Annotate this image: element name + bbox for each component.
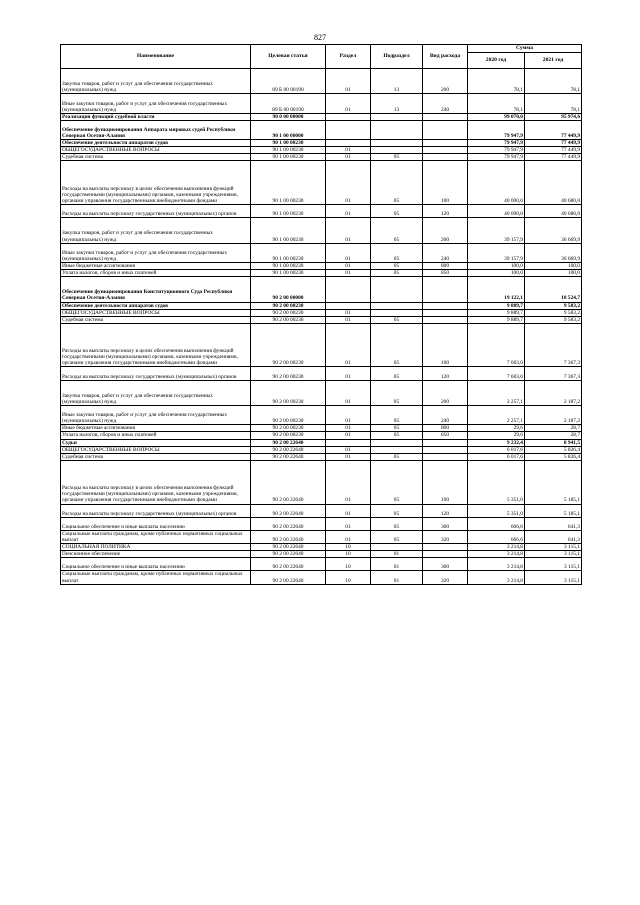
row-sum-2021: 18 524,7 [525, 277, 582, 302]
row-sum-2021: 9 583,2 [525, 302, 582, 309]
row-section: 01 [326, 270, 371, 277]
header-name: Наименование [61, 45, 251, 69]
row-sum-2020: 40 690,0 [468, 205, 525, 218]
row-name: ОБЩЕГОСУДАРСТВЕННЫЕ ВОПРОСЫ [61, 446, 251, 453]
row-expense-type [423, 316, 468, 323]
row-sum-2020: 7 603,0 [468, 323, 525, 367]
row-sum-2021: 100,0 [525, 270, 582, 277]
row-subsection [371, 277, 423, 302]
row-expense-type [423, 147, 468, 154]
row-target: 90 2 00 00230 [251, 323, 326, 367]
row-sum-2021: 40 680,0 [525, 161, 582, 205]
row-subsection: 05 [371, 460, 423, 504]
row-section [326, 120, 371, 139]
table-row [61, 262, 582, 269]
row-subsection: 13 [371, 94, 423, 113]
row-sum-2020: 5 351,0 [468, 460, 525, 504]
row-sum-2020: 9 889,7 [468, 302, 525, 309]
row-name: Социальные выплаты гражданам, кроме публичных нормативных социальных выплат [61, 530, 251, 543]
row-section [326, 277, 371, 302]
row-sum-2021: 77 449,9 [525, 154, 582, 161]
row-section: 01 [326, 94, 371, 113]
row-target: 90 1 00 00230 [251, 161, 326, 205]
table-row [61, 367, 582, 380]
row-section: 01 [326, 316, 371, 323]
row-section: 01 [326, 425, 371, 432]
row-name: Пенсионное обеспечение [61, 551, 251, 558]
row-target: 90 1 00 00230 [251, 205, 326, 218]
table-row [61, 432, 582, 439]
row-section: 01 [326, 323, 371, 367]
row-sum-2021: 100,0 [525, 262, 582, 269]
row-subsection: 05 [371, 161, 423, 205]
row-sum-2021: 9 583,2 [525, 316, 582, 323]
row-target: 90 2 00 22640 [251, 517, 326, 530]
row-expense-type: 800 [423, 262, 468, 269]
row-expense-type: 120 [423, 367, 468, 380]
table-row [61, 243, 582, 262]
row-sum-2021: 641,3 [525, 517, 582, 530]
row-sum-2021: 3 115,1 [525, 558, 582, 571]
row-name: Судебная система [61, 453, 251, 460]
table-row [61, 120, 582, 139]
row-target: 90 2 00 22640 [251, 544, 326, 551]
row-sum-2021: 2 187,2 [525, 380, 582, 405]
row-subsection [371, 113, 423, 120]
row-section: 01 [326, 432, 371, 439]
header-year-2021: 2021 год [525, 53, 582, 69]
row-target: 90 2 00 22640 [251, 551, 326, 558]
row-name: Расходы на выплаты персоналу в целях обеспечения выполнения функций государственными (муниципальными) органами, казенными учреждениями, органами управления государственными внебюджетными фондами [61, 323, 251, 367]
row-sum-2021: 95 974,6 [525, 113, 582, 120]
row-section: 01 [326, 530, 371, 543]
row-subsection: 05 [371, 270, 423, 277]
row-section: 01 [326, 309, 371, 316]
row-section: 10 [326, 544, 371, 551]
row-expense-type: 850 [423, 432, 468, 439]
row-name: Расходы на выплаты персоналу государственных (муниципальных) органов [61, 205, 251, 218]
row-subsection [371, 120, 423, 139]
table-row [61, 517, 582, 530]
row-sum-2020: 2 257,1 [468, 380, 525, 405]
row-subsection: 05 [371, 504, 423, 517]
row-section: 10 [326, 558, 371, 571]
row-name: Закупка товаров, работ и услуг для обеспечения государственных (муниципальных) нужд [61, 380, 251, 405]
row-sum-2020: 6 017,6 [468, 453, 525, 460]
header-expense-type: Вид расхода [423, 45, 468, 69]
table-row [61, 270, 582, 277]
row-name: Реализация функций судебной власти [61, 113, 251, 120]
row-sum-2020: 9 889,7 [468, 309, 525, 316]
row-sum-2020: 79 947,9 [468, 120, 525, 139]
row-target: 90 1 00 00000 [251, 120, 326, 139]
row-name: Судебная система [61, 154, 251, 161]
row-expense-type [423, 309, 468, 316]
row-name: Расходы на выплаты персоналу государственных (муниципальных) органов [61, 504, 251, 517]
table-row [61, 571, 582, 584]
table-row [61, 205, 582, 218]
row-expense-type [423, 120, 468, 139]
row-sum-2021: 7 367,3 [525, 323, 582, 367]
table-row [61, 147, 582, 154]
table-row [61, 218, 582, 243]
row-name: Иные закупки товаров, работ и услуг для обеспечения государственных (муниципальных) нужд [61, 94, 251, 113]
row-subsection: 05 [371, 380, 423, 405]
row-sum-2020: 99 070,0 [468, 113, 525, 120]
row-section [326, 302, 371, 309]
row-sum-2021: 3 115,1 [525, 551, 582, 558]
row-subsection: 05 [371, 367, 423, 380]
row-target: 90 2 00 00000 [251, 277, 326, 302]
row-expense-type: 100 [423, 161, 468, 205]
row-sum-2020: 9 889,7 [468, 316, 525, 323]
row-subsection: 05 [371, 218, 423, 243]
row-subsection: 05 [371, 432, 423, 439]
row-section: 10 [326, 551, 371, 558]
row-target: 90 2 00 00230 [251, 380, 326, 405]
table-row [61, 460, 582, 504]
row-sum-2020: 39 157,9 [468, 243, 525, 262]
row-subsection: 01 [371, 558, 423, 571]
row-expense-type [423, 453, 468, 460]
row-section: 01 [326, 205, 371, 218]
row-sum-2021: 78,1 [525, 69, 582, 94]
row-section: 01 [326, 453, 371, 460]
row-name: Обеспечение деятельности аппаратов судов [61, 140, 251, 147]
row-sum-2021: 3 115,1 [525, 544, 582, 551]
row-target: 90 1 00 00230 [251, 140, 326, 147]
row-sum-2020: 7 603,0 [468, 367, 525, 380]
row-subsection: 13 [371, 69, 423, 94]
row-section: 01 [326, 262, 371, 269]
header-subsection: Подраздел [371, 45, 423, 69]
row-name: Социальные выплаты гражданам, кроме публичных нормативных социальных выплат [61, 571, 251, 584]
header-sum: Сумма [468, 45, 582, 53]
row-sum-2021: 3 115,1 [525, 571, 582, 584]
row-name: Обеспечение функционирования Конституционного Суда Республики Северная Осетия-Алания [61, 277, 251, 302]
row-expense-type [423, 113, 468, 120]
row-name: Иные закупки товаров, работ и услуг для обеспечения государственных (муниципальных) нужд [61, 406, 251, 425]
row-expense-type [423, 277, 468, 302]
row-expense-type: 100 [423, 323, 468, 367]
table-row [61, 530, 582, 543]
table-row [61, 323, 582, 367]
row-target: 90 1 00 00230 [251, 270, 326, 277]
row-target: 90 2 00 00230 [251, 309, 326, 316]
row-expense-type: 200 [423, 380, 468, 405]
table-row [61, 558, 582, 571]
row-sum-2021: 36 669,9 [525, 218, 582, 243]
row-name: Закупка товаров, работ и услуг для обеспечения государственных (муниципальных) нужд [61, 69, 251, 94]
row-subsection: 05 [371, 262, 423, 269]
row-name: Расходы на выплаты персоналу государственных (муниципальных) органов [61, 367, 251, 380]
row-sum-2020: 79 947,9 [468, 147, 525, 154]
table-row [61, 309, 582, 316]
row-expense-type [423, 446, 468, 453]
row-sum-2020: 666,6 [468, 517, 525, 530]
row-target: 90 2 00 22640 [251, 558, 326, 571]
row-expense-type: 240 [423, 406, 468, 425]
row-section [326, 140, 371, 147]
row-subsection: 05 [371, 453, 423, 460]
header-year-2020: 2020 год [468, 53, 525, 69]
row-sum-2020: 29,6 [468, 425, 525, 432]
row-sum-2021: 5 185,1 [525, 460, 582, 504]
row-sum-2020: 5 351,0 [468, 504, 525, 517]
row-name: Судьи [61, 439, 251, 446]
row-section: 01 [326, 218, 371, 243]
row-subsection: 01 [371, 551, 423, 558]
row-sum-2021: 641,3 [525, 530, 582, 543]
table-row [61, 94, 582, 113]
table-row [61, 380, 582, 405]
row-sum-2020: 3 214,8 [468, 544, 525, 551]
row-sum-2020: 100,0 [468, 262, 525, 269]
row-subsection [371, 439, 423, 446]
row-subsection [371, 147, 423, 154]
row-section: 01 [326, 380, 371, 405]
row-name: Иные бюджетные ассигнования [61, 262, 251, 269]
header-section: Раздел [326, 45, 371, 69]
header-target: Целевая статья [251, 45, 326, 69]
row-expense-type: 120 [423, 205, 468, 218]
row-sum-2021: 8 941,5 [525, 439, 582, 446]
row-target: 90 2 00 00230 [251, 425, 326, 432]
row-subsection: 05 [371, 406, 423, 425]
row-sum-2021: 40 680,0 [525, 205, 582, 218]
row-section: 01 [326, 517, 371, 530]
row-target: 90 2 00 22640 [251, 530, 326, 543]
row-subsection [371, 446, 423, 453]
row-subsection [371, 140, 423, 147]
row-sum-2020: 6 017,6 [468, 446, 525, 453]
row-sum-2020: 666,6 [468, 530, 525, 543]
row-name: ОБЩЕГОСУДАРСТВЕННЫЕ ВОПРОСЫ [61, 147, 251, 154]
row-name: СОЦИАЛЬНАЯ ПОЛИТИКА [61, 544, 251, 551]
row-section [326, 439, 371, 446]
row-sum-2021: 77 449,9 [525, 147, 582, 154]
row-expense-type [423, 439, 468, 446]
row-expense-type: 100 [423, 460, 468, 504]
row-target: 89 Б 00 00190 [251, 69, 326, 94]
row-name: Обеспечение функционирования Аппарата мировых судей Республики Северная Осетия-Алания [61, 120, 251, 139]
row-expense-type: 200 [423, 218, 468, 243]
row-expense-type [423, 154, 468, 161]
table-row [61, 504, 582, 517]
row-subsection: 05 [371, 316, 423, 323]
table-row [61, 113, 582, 120]
row-sum-2021: 5 826,4 [525, 446, 582, 453]
row-sum-2021: 7 367,3 [525, 367, 582, 380]
row-sum-2020: 78,1 [468, 94, 525, 113]
row-sum-2021: 28,7 [525, 425, 582, 432]
row-target: 90 1 00 00230 [251, 243, 326, 262]
row-target: 90 1 00 00230 [251, 154, 326, 161]
row-sum-2020: 39 157,9 [468, 218, 525, 243]
row-sum-2020: 79 947,9 [468, 140, 525, 147]
row-target: 90 2 00 22640 [251, 460, 326, 504]
row-target: 90 1 00 00230 [251, 147, 326, 154]
row-name: Расходы на выплаты персоналу в целях обеспечения выполнения функций государственными (муниципальными) органами, казенными учреждениями, органами управления государственными внебюджетными фондами [61, 460, 251, 504]
row-sum-2020: 19 122,1 [468, 277, 525, 302]
row-section [326, 113, 371, 120]
row-subsection [371, 309, 423, 316]
row-expense-type [423, 140, 468, 147]
table-body [61, 69, 582, 585]
page-number: 827 [314, 33, 326, 42]
row-subsection [371, 302, 423, 309]
row-name: ОБЩЕГОСУДАРСТВЕННЫЕ ВОПРОСЫ [61, 309, 251, 316]
row-sum-2021: 2 187,2 [525, 406, 582, 425]
table-row [61, 69, 582, 94]
row-sum-2021: 28,7 [525, 432, 582, 439]
row-expense-type: 850 [423, 270, 468, 277]
row-section: 01 [326, 69, 371, 94]
row-target: 90 2 00 22640 [251, 504, 326, 517]
table-row [61, 425, 582, 432]
row-name: Социальное обеспечение и иные выплаты населению [61, 517, 251, 530]
row-section: 01 [326, 243, 371, 262]
row-sum-2021: 78,1 [525, 94, 582, 113]
row-section: 01 [326, 504, 371, 517]
row-subsection [371, 544, 423, 551]
row-name: Уплата налогов, сборов и иных платежей [61, 270, 251, 277]
row-sum-2021: 36 669,9 [525, 243, 582, 262]
row-sum-2020: 3 214,8 [468, 558, 525, 571]
row-name: Закупка товаров, работ и услуг для обеспечения государственных (муниципальных) нужд [61, 218, 251, 243]
row-target: 90 2 00 22640 [251, 571, 326, 584]
row-sum-2020: 78,1 [468, 69, 525, 94]
row-section: 01 [326, 154, 371, 161]
row-sum-2021: 9 583,2 [525, 309, 582, 316]
row-expense-type: 200 [423, 69, 468, 94]
row-section: 01 [326, 367, 371, 380]
row-expense-type: 240 [423, 94, 468, 113]
row-subsection: 05 [371, 243, 423, 262]
table-row [61, 140, 582, 147]
row-name: Расходы на выплаты персоналу в целях обеспечения выполнения функций государственными (муниципальными) органами, казенными учреждениями, органами управления государственными внебюджетными фондами [61, 161, 251, 205]
row-sum-2020: 79 947,9 [468, 154, 525, 161]
row-target: 90 1 00 00230 [251, 262, 326, 269]
row-name: Судебная система [61, 316, 251, 323]
row-expense-type: 120 [423, 504, 468, 517]
row-subsection: 05 [371, 323, 423, 367]
table-row [61, 161, 582, 205]
row-target: 89 Б 00 00190 [251, 94, 326, 113]
row-expense-type [423, 551, 468, 558]
row-name: Обеспечение деятельности аппаратов судов [61, 302, 251, 309]
row-subsection: 01 [371, 571, 423, 584]
table-row [61, 154, 582, 161]
row-sum-2020: 3 214,8 [468, 571, 525, 584]
row-target: 90 2 00 00230 [251, 406, 326, 425]
row-expense-type: 240 [423, 243, 468, 262]
row-subsection: 05 [371, 425, 423, 432]
row-expense-type: 320 [423, 571, 468, 584]
row-target: 90 2 00 00230 [251, 432, 326, 439]
row-sum-2020: 29,6 [468, 432, 525, 439]
budget-table [60, 44, 582, 585]
row-name: Иные бюджетные ассигнования [61, 425, 251, 432]
row-section: 01 [326, 406, 371, 425]
row-target: 90 0 00 00000 [251, 113, 326, 120]
row-expense-type: 800 [423, 425, 468, 432]
row-target: 90 2 00 00230 [251, 316, 326, 323]
row-target: 90 2 00 22640 [251, 453, 326, 460]
row-sum-2021: 77 449,9 [525, 140, 582, 147]
row-section: 10 [326, 571, 371, 584]
row-name: Уплата налогов, сборов и иных платежей [61, 432, 251, 439]
row-target: 90 2 00 22640 [251, 439, 326, 446]
row-target: 90 1 00 00230 [251, 218, 326, 243]
row-section: 01 [326, 460, 371, 504]
table-row [61, 302, 582, 309]
row-subsection: 05 [371, 517, 423, 530]
row-section: 01 [326, 446, 371, 453]
row-sum-2021: 5 826,4 [525, 453, 582, 460]
row-expense-type [423, 544, 468, 551]
row-sum-2021: 77 449,9 [525, 120, 582, 139]
table-row [61, 551, 582, 558]
row-expense-type: 300 [423, 558, 468, 571]
row-sum-2020: 40 690,0 [468, 161, 525, 205]
table-row [61, 453, 582, 460]
row-sum-2020: 100,0 [468, 270, 525, 277]
row-subsection: 05 [371, 205, 423, 218]
row-expense-type [423, 302, 468, 309]
row-sum-2020: 2 257,1 [468, 406, 525, 425]
row-section: 01 [326, 161, 371, 205]
row-subsection: 05 [371, 154, 423, 161]
table-row [61, 544, 582, 551]
row-target: 90 2 00 22640 [251, 446, 326, 453]
row-subsection: 05 [371, 530, 423, 543]
table-row [61, 277, 582, 302]
row-expense-type: 320 [423, 530, 468, 543]
row-target: 90 2 00 00230 [251, 367, 326, 380]
table-row [61, 446, 582, 453]
row-sum-2021: 5 185,1 [525, 504, 582, 517]
table-row [61, 406, 582, 425]
row-target: 90 2 00 00230 [251, 302, 326, 309]
table-row [61, 316, 582, 323]
table-row [61, 439, 582, 446]
row-expense-type: 300 [423, 517, 468, 530]
row-name: Иные закупки товаров, работ и услуг для обеспечения государственных (муниципальных) нужд [61, 243, 251, 262]
row-section: 01 [326, 147, 371, 154]
row-sum-2020: 3 214,8 [468, 551, 525, 558]
row-name: Социальное обеспечение и иные выплаты населению [61, 558, 251, 571]
row-sum-2020: 9 232,4 [468, 439, 525, 446]
